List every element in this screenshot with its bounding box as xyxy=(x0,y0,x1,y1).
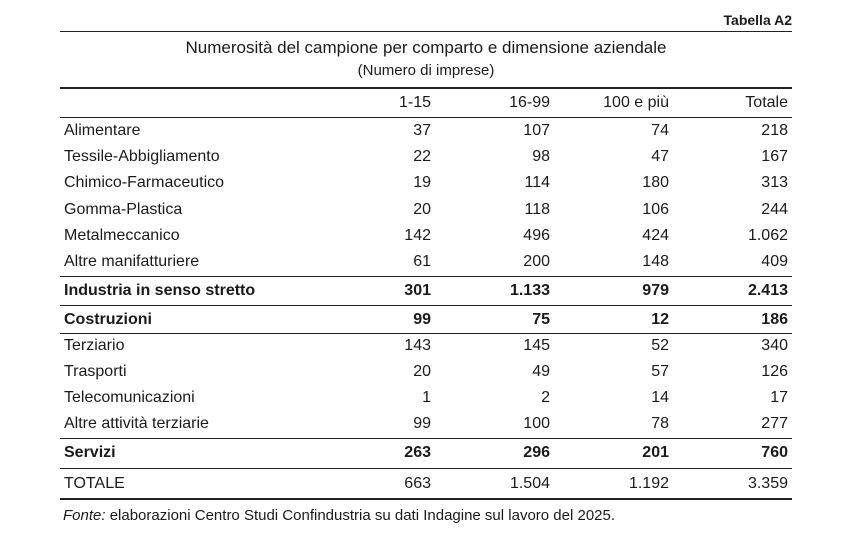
total-row xyxy=(60,471,792,497)
cell-16-99: 2 xyxy=(541,389,550,406)
source-note xyxy=(63,507,615,524)
cell-100-plus: 47 xyxy=(651,148,669,165)
cell-100-plus: 979 xyxy=(642,282,669,299)
cell-totale: 760 xyxy=(761,444,788,461)
cell-100-plus: 148 xyxy=(642,253,669,270)
cell-totale: 17 xyxy=(770,389,788,406)
cell-1-15: 19 xyxy=(413,174,431,191)
table-row xyxy=(60,144,792,170)
cell-totale: 409 xyxy=(761,253,788,270)
cell-16-99: 200 xyxy=(523,253,550,270)
col-header-1-15: 1-15 xyxy=(398,94,431,111)
row-label: TOTALE xyxy=(64,475,125,492)
header-row xyxy=(60,90,792,116)
cell-100-plus: 106 xyxy=(642,201,669,218)
cell-16-99: 49 xyxy=(532,363,550,380)
cell-16-99: 145 xyxy=(523,337,550,354)
source-lead: Fonte: xyxy=(63,507,106,524)
cell-totale: 340 xyxy=(761,337,788,354)
cell-100-plus: 52 xyxy=(651,337,669,354)
row-label: Alimentare xyxy=(64,122,141,139)
col-header-16-99: 16-99 xyxy=(509,94,550,111)
cell-1-15: 99 xyxy=(413,311,431,328)
cell-100-plus: 57 xyxy=(651,363,669,380)
table-row xyxy=(60,170,792,196)
cell-totale: 277 xyxy=(761,415,788,432)
cell-100-plus: 12 xyxy=(651,311,669,328)
cell-100-plus: 424 xyxy=(642,227,669,244)
row-label: Trasporti xyxy=(64,363,127,380)
cell-16-99: 496 xyxy=(523,227,550,244)
table-row xyxy=(60,333,792,359)
subtotal-row xyxy=(60,307,792,333)
cell-1-15: 37 xyxy=(413,122,431,139)
col-header-totale: Totale xyxy=(745,94,788,111)
cell-totale: 1.062 xyxy=(747,227,788,244)
table-row xyxy=(60,411,792,437)
cell-16-99: 75 xyxy=(532,311,550,328)
bottom-rule xyxy=(60,498,792,500)
cell-1-15: 1 xyxy=(422,389,431,406)
cell-1-15: 663 xyxy=(404,475,431,492)
row-label: Telecomunicazioni xyxy=(64,389,195,406)
cell-100-plus: 1.192 xyxy=(628,475,669,492)
cell-100-plus: 14 xyxy=(651,389,669,406)
row-label: Costruzioni xyxy=(64,311,152,328)
cell-16-99: 296 xyxy=(523,444,550,461)
col-header-100-plus: 100 e più xyxy=(603,94,669,111)
cell-totale: 218 xyxy=(761,122,788,139)
cell-totale: 126 xyxy=(761,363,788,380)
row-label: Chimico-Farmaceutico xyxy=(64,174,225,191)
row-label: Servizi xyxy=(64,444,116,461)
row-label: Altre attività terziarie xyxy=(64,415,209,432)
cell-totale: 186 xyxy=(761,311,788,328)
row-label: Industria in senso stretto xyxy=(64,282,256,299)
cell-totale: 2.413 xyxy=(747,282,788,299)
cell-totale: 244 xyxy=(761,201,788,218)
cell-1-15: 61 xyxy=(413,253,431,270)
cell-1-15: 20 xyxy=(413,363,431,380)
table-subtitle: (Numero di imprese) xyxy=(357,62,495,79)
row-label: Tessile-Abbigliamento xyxy=(64,148,220,165)
cell-16-99: 107 xyxy=(523,122,550,139)
row-label: Gomma-Plastica xyxy=(64,201,183,218)
cell-16-99: 1.133 xyxy=(509,282,550,299)
cell-totale: 3.359 xyxy=(747,475,788,492)
cell-16-99: 1.504 xyxy=(509,475,550,492)
cell-totale: 313 xyxy=(761,174,788,191)
subtotal-row xyxy=(60,278,792,304)
cell-100-plus: 74 xyxy=(651,122,669,139)
cell-16-99: 114 xyxy=(524,174,550,191)
top-rule xyxy=(60,31,792,32)
cell-1-15: 301 xyxy=(404,282,431,299)
table-row xyxy=(60,223,792,249)
cell-1-15: 143 xyxy=(404,337,431,354)
table-label: Tabella A2 xyxy=(723,12,792,28)
cell-1-15: 263 xyxy=(404,444,431,461)
row-label: Altre manifatturiere xyxy=(64,253,200,270)
table-row xyxy=(60,249,792,275)
row-label: Terziario xyxy=(64,337,125,354)
title-rule xyxy=(60,87,792,89)
cell-100-plus: 78 xyxy=(651,415,669,432)
table-row xyxy=(60,197,792,223)
cell-totale: 167 xyxy=(761,148,788,165)
cell-16-99: 118 xyxy=(524,201,550,218)
cell-100-plus: 201 xyxy=(642,444,669,461)
section-rule xyxy=(60,305,792,306)
cell-16-99: 98 xyxy=(532,148,550,165)
cell-100-plus: 180 xyxy=(642,174,669,191)
table-row xyxy=(60,385,792,411)
cell-1-15: 99 xyxy=(413,415,431,432)
table-title: Numerosità del campione per comparto e dimensione aziendale xyxy=(185,38,667,57)
section-rule xyxy=(60,468,792,469)
table-row xyxy=(60,359,792,385)
row-label: Metalmeccanico xyxy=(64,227,180,244)
source-text: elaborazioni Centro Studi Confindustria su dati Indagine sul lavoro del 2025. xyxy=(105,507,616,524)
table-row xyxy=(60,118,792,144)
cell-1-15: 22 xyxy=(413,148,431,165)
section-rule xyxy=(60,276,792,277)
cell-1-15: 20 xyxy=(413,201,431,218)
subtotal-row xyxy=(60,440,792,466)
cell-1-15: 142 xyxy=(404,227,431,244)
cell-16-99: 100 xyxy=(523,415,550,432)
section-rule xyxy=(60,438,792,439)
